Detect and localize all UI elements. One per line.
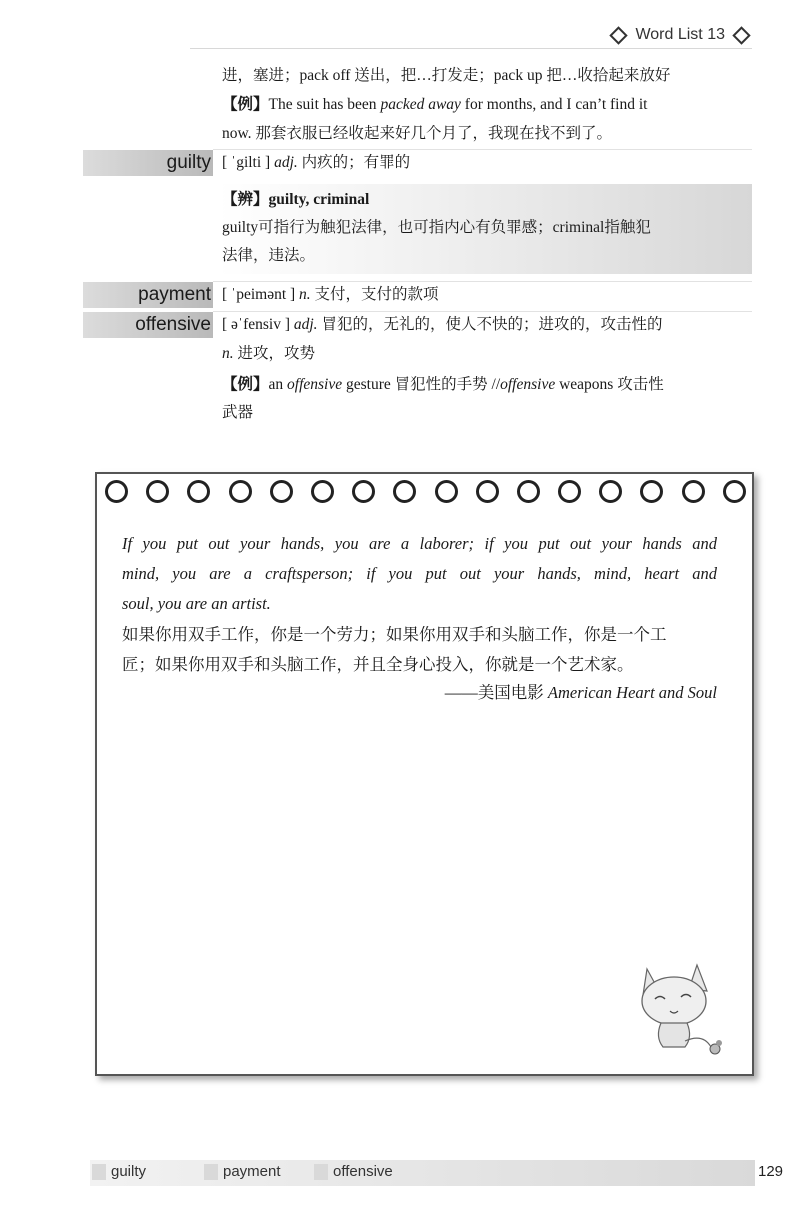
guilty-definition: [ ˈgilti ] adj. 内疚的；有罪的 xyxy=(222,154,411,171)
footer-item-guilty: guilty xyxy=(92,1163,146,1180)
binder-ring-icon xyxy=(311,480,334,503)
footer-item-offensive: offensive xyxy=(314,1163,393,1180)
binder-ring-icon xyxy=(640,480,663,503)
discrimination-line-2: 法律，违法。 xyxy=(222,247,316,264)
binder-ring-icon xyxy=(146,480,169,503)
binder-ring-icon xyxy=(352,480,375,503)
quote-english-line-3: soul, you are an artist. xyxy=(122,594,271,613)
header-title: Word List 13 xyxy=(635,26,725,43)
binder-ring-icon xyxy=(393,480,416,503)
quote-chinese-line-2: 匠；如果你用双手和头脑工作，并且全身心投入，你就是一个艺术家。 xyxy=(122,655,634,674)
discrimination-title: 【辨】guilty, criminal xyxy=(222,191,370,208)
payment-definition: [ ˈpeimənt ] n. 支付，支付的款项 xyxy=(222,286,439,303)
binder-ring-icon xyxy=(229,480,252,503)
binder-ring-icon xyxy=(187,480,210,503)
pack-continuation-line: 进，塞进；pack off 送出，把…打发走；pack up 把…收拾起来放好 xyxy=(222,67,671,84)
header-divider xyxy=(190,48,752,49)
binder-ring-icon xyxy=(270,480,293,503)
example-tag: 【例】 xyxy=(222,96,269,113)
binder-ring-icon xyxy=(682,480,705,503)
square-marker-icon xyxy=(92,1164,106,1180)
pack-example-line-2: now. 那套衣服已经收起来好几个月了，我现在找不到了。 xyxy=(222,125,612,142)
headword-offensive: offensive xyxy=(83,312,213,338)
headword-payment: payment xyxy=(83,282,213,308)
diamond-icon xyxy=(732,26,750,44)
footer-item-payment: payment xyxy=(204,1163,281,1180)
binder-ring-icon xyxy=(476,480,499,503)
square-marker-icon xyxy=(314,1164,328,1180)
discrimination-line-1: guilty可指行为触犯法律，也可指内心有负罪感；criminal指触犯 xyxy=(222,219,651,236)
offensive-definition-2: n. 进攻，攻势 xyxy=(222,345,316,362)
binder-ring-icon xyxy=(435,480,458,503)
diamond-icon xyxy=(610,26,628,44)
binder-ring-icon xyxy=(517,480,540,503)
binder-ring-icon xyxy=(558,480,581,503)
quote-card xyxy=(95,472,754,1076)
binder-ring-icon xyxy=(105,480,128,503)
binder-rings xyxy=(105,480,746,508)
cat-illustration-icon xyxy=(627,949,737,1059)
binder-ring-icon xyxy=(723,480,746,503)
quote-source: ——美国电影 American Heart and Soul xyxy=(444,683,717,702)
quote-chinese-line-1: 如果你用双手工作，你是一个劳力；如果你用双手和头脑工作，你是一个工 xyxy=(122,625,667,644)
footer-word-bar xyxy=(90,1160,755,1186)
offensive-definition: [ əˈfensiv ] adj. 冒犯的，无礼的，使人不快的；进攻的，攻击性的 xyxy=(222,316,663,333)
offensive-example-line: 【例】an offensive gesture 冒犯性的手势 //offensive weapons 攻击性 xyxy=(222,376,664,393)
binder-ring-icon xyxy=(599,480,622,503)
pack-example-line: 【例】The suit has been packed away for months, and I can’t find it xyxy=(222,96,648,113)
quote-english-line-1: If you put out your hands, you are a laborer; if you put out your hands and xyxy=(122,534,717,553)
quote-english-line-2: mind, you are a craftsperson; if you put out your hands, mind, heart and xyxy=(122,564,717,583)
offensive-example-line-2: 武器 xyxy=(222,404,254,421)
headword-guilty: guilty xyxy=(83,150,213,176)
square-marker-icon xyxy=(204,1164,218,1180)
running-header xyxy=(608,22,752,48)
page-number: 129 xyxy=(758,1163,784,1180)
